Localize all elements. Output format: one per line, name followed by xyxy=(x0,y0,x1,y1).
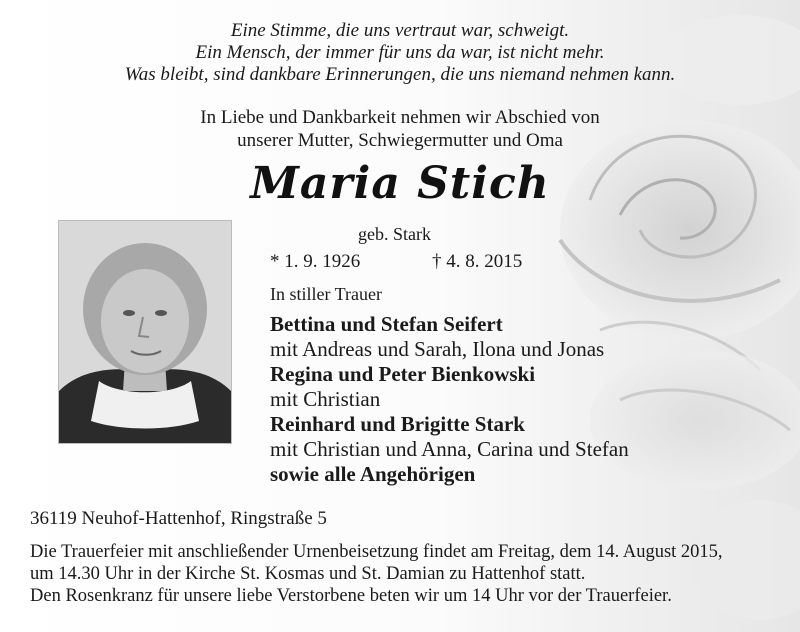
notice-line-1: Die Trauerfeier mit anschließender Urnenbeisetzung findet am Freitag, dem 14. August 2015, xyxy=(30,542,723,562)
farewell-text xyxy=(0,106,800,152)
funeral-notice xyxy=(30,541,723,607)
family-member-name: Reinhard und Brigitte Stark xyxy=(270,412,525,436)
address: 36119 Neuhof-Hattenhof, Ringstraße 5 xyxy=(30,508,327,529)
farewell-line-2: unserer Mutter, Schwiegermutter und Oma xyxy=(237,130,563,151)
family-member-relatives: mit Christian und Anna, Carina und Stefan xyxy=(270,437,629,461)
family-member-name: Bettina und Stefan Seifert xyxy=(270,312,503,336)
family-member-name: Regina und Peter Bienkowski xyxy=(270,362,536,386)
mourning-heading: In stiller Trauer xyxy=(270,284,382,304)
poem xyxy=(0,20,800,86)
family-list xyxy=(270,312,629,487)
birth-date: * 1. 9. 1926 xyxy=(270,251,361,272)
portrait-photo xyxy=(58,220,232,444)
death-date: † 4. 8. 2015 xyxy=(432,251,523,272)
poem-line-2: Ein Mensch, der immer für uns da war, ist nicht mehr. xyxy=(195,42,605,63)
poem-line-3: Was bleibt, sind dankbare Erinnerungen, die uns niemand nehmen kann. xyxy=(124,64,676,85)
family-member-name: sowie alle Angehörigen xyxy=(270,462,476,486)
deceased-name: Maria Stich xyxy=(250,158,550,209)
poem-line-1: Eine Stimme, die uns vertraut war, schweigt. xyxy=(230,20,570,41)
notice-line-3: Den Rosenkranz für unsere liebe Verstorbene beten wir um 14 Uhr vor der Trauerfeier. xyxy=(30,586,672,606)
birth-name: geb. Stark xyxy=(358,224,431,244)
family-member-relatives: mit Andreas und Sarah, Ilona und Jonas xyxy=(270,337,605,361)
farewell-line-1: In Liebe und Dankbarkeit nehmen wir Abschied von xyxy=(200,107,600,128)
family-member-relatives: mit Christian xyxy=(270,387,381,411)
notice-line-2: um 14.30 Uhr in der Kirche St. Kosmas und St. Damian zu Hattenhof statt. xyxy=(30,564,586,584)
portrait-image xyxy=(59,221,231,443)
